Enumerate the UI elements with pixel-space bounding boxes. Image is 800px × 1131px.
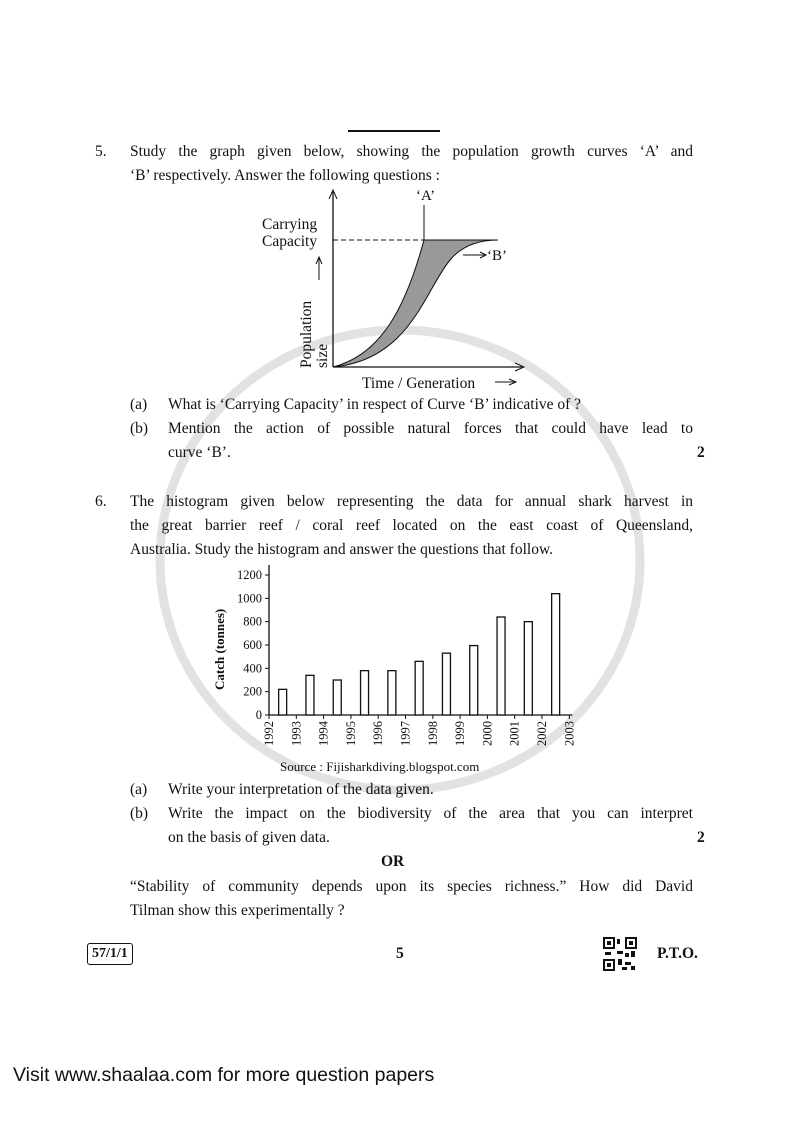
q5a-label: (a): [130, 396, 148, 413]
q6b-line-2: on the basis of given data.: [168, 829, 330, 846]
y-tick-label: 0: [255, 708, 262, 722]
area-between-curves: [333, 240, 498, 367]
x-tick-label: 1994: [316, 721, 331, 746]
x-tick-label: 1995: [343, 721, 358, 746]
x-tick-label: 1993: [289, 721, 304, 746]
x-tick-label: 1997: [398, 721, 413, 746]
q6b-line-1: Write the impact on the biodiversity of the area that you can interpret: [168, 805, 693, 822]
bar-1998: [442, 653, 450, 715]
x-tick-label: 2003: [562, 721, 577, 746]
q5b-label: (b): [130, 420, 149, 437]
ylabel-size: size: [314, 343, 331, 368]
y-tick-label: 600: [243, 638, 262, 652]
ylabel-population: Population: [298, 300, 315, 368]
bar-2000: [497, 617, 505, 715]
population-growth-graph: [250, 184, 530, 395]
q6a-text: Write your interpretation of the data given.: [168, 781, 434, 798]
top-rule: [348, 130, 440, 132]
y-tick-label: 800: [243, 614, 262, 629]
pto-label: P.T.O.: [657, 945, 698, 962]
q6-number: 6.: [95, 493, 107, 510]
x-tick-label: 2000: [480, 721, 495, 746]
x-tick-label: 1999: [453, 721, 468, 746]
y-tick-label: 400: [243, 661, 262, 676]
q6-line-3: Australia. Study the histogram and answer the questions that follow.: [130, 541, 554, 558]
bar-1997: [415, 661, 423, 715]
bar-2002: [552, 594, 560, 715]
bar-1992: [279, 689, 287, 715]
y-tick-label: 1000: [237, 591, 262, 606]
y-tick-label: 200: [243, 684, 262, 699]
q5-number: 5.: [95, 143, 107, 160]
shark-catch-histogram: [200, 562, 590, 778]
q5b-line-1: Mention the action of possible natural forces that could have lead to: [168, 420, 693, 437]
q6-line-2: the great barrier reef / coral reef located on the east coast of Queensland,: [130, 517, 693, 534]
q6-marks: 2: [697, 829, 705, 846]
bar-2001: [524, 622, 532, 715]
y-axis-label: Catch (tonnes): [212, 608, 227, 690]
x-tick-label: 2001: [507, 721, 522, 746]
q6-line-1: The histogram given below representing the data for annual shark harvest in: [130, 493, 693, 510]
q6a-label: (a): [130, 781, 148, 798]
page-number: 5: [396, 945, 404, 962]
q5a-text: What is ‘Carrying Capacity’ in respect of Curve ‘B’ indicative of ?: [168, 396, 582, 413]
bar-1994: [333, 680, 341, 715]
label-a: ‘A’: [416, 188, 436, 204]
y-tick-label: 1200: [237, 568, 262, 582]
bar-1999: [470, 646, 478, 715]
q5-line-2: ‘B’ respectively. Answer the following questions :: [130, 167, 440, 184]
visit-shaalaa-link[interactable]: Visit www.shaalaa.com for more question papers: [13, 1064, 435, 1086]
qr-code-icon: [603, 937, 637, 971]
q5-line-1: Study the graph given below, showing the population growth curves ‘A’ and: [130, 143, 693, 160]
carrying-label: Carrying: [262, 216, 318, 233]
bar-1993: [306, 675, 314, 715]
bar-1995: [361, 671, 369, 715]
q6-alt-line-1: “Stability of community depends upon its species richness.” How did David: [130, 878, 693, 895]
x-tick-label: 1992: [262, 721, 276, 746]
q5b-line-2: curve ‘B’.: [168, 444, 231, 461]
q5-marks: 2: [697, 444, 705, 461]
x-tick-label: 1998: [425, 721, 440, 746]
bar-1996: [388, 671, 396, 715]
q6-alt-line-2: Tilman show this experimentally ?: [130, 902, 345, 919]
label-b: ‘B’: [487, 248, 507, 264]
x-tick-label: 2002: [535, 721, 549, 746]
xlabel: Time / Generation: [362, 375, 476, 392]
x-tick-label: 1996: [371, 721, 386, 746]
q6b-label: (b): [130, 805, 149, 822]
or-label: OR: [381, 853, 405, 870]
chart-source: Source : Fijisharkdiving.blogspot.com: [280, 759, 480, 774]
capacity-label: Capacity: [262, 233, 318, 250]
paper-code: 57/1/1: [87, 943, 133, 965]
